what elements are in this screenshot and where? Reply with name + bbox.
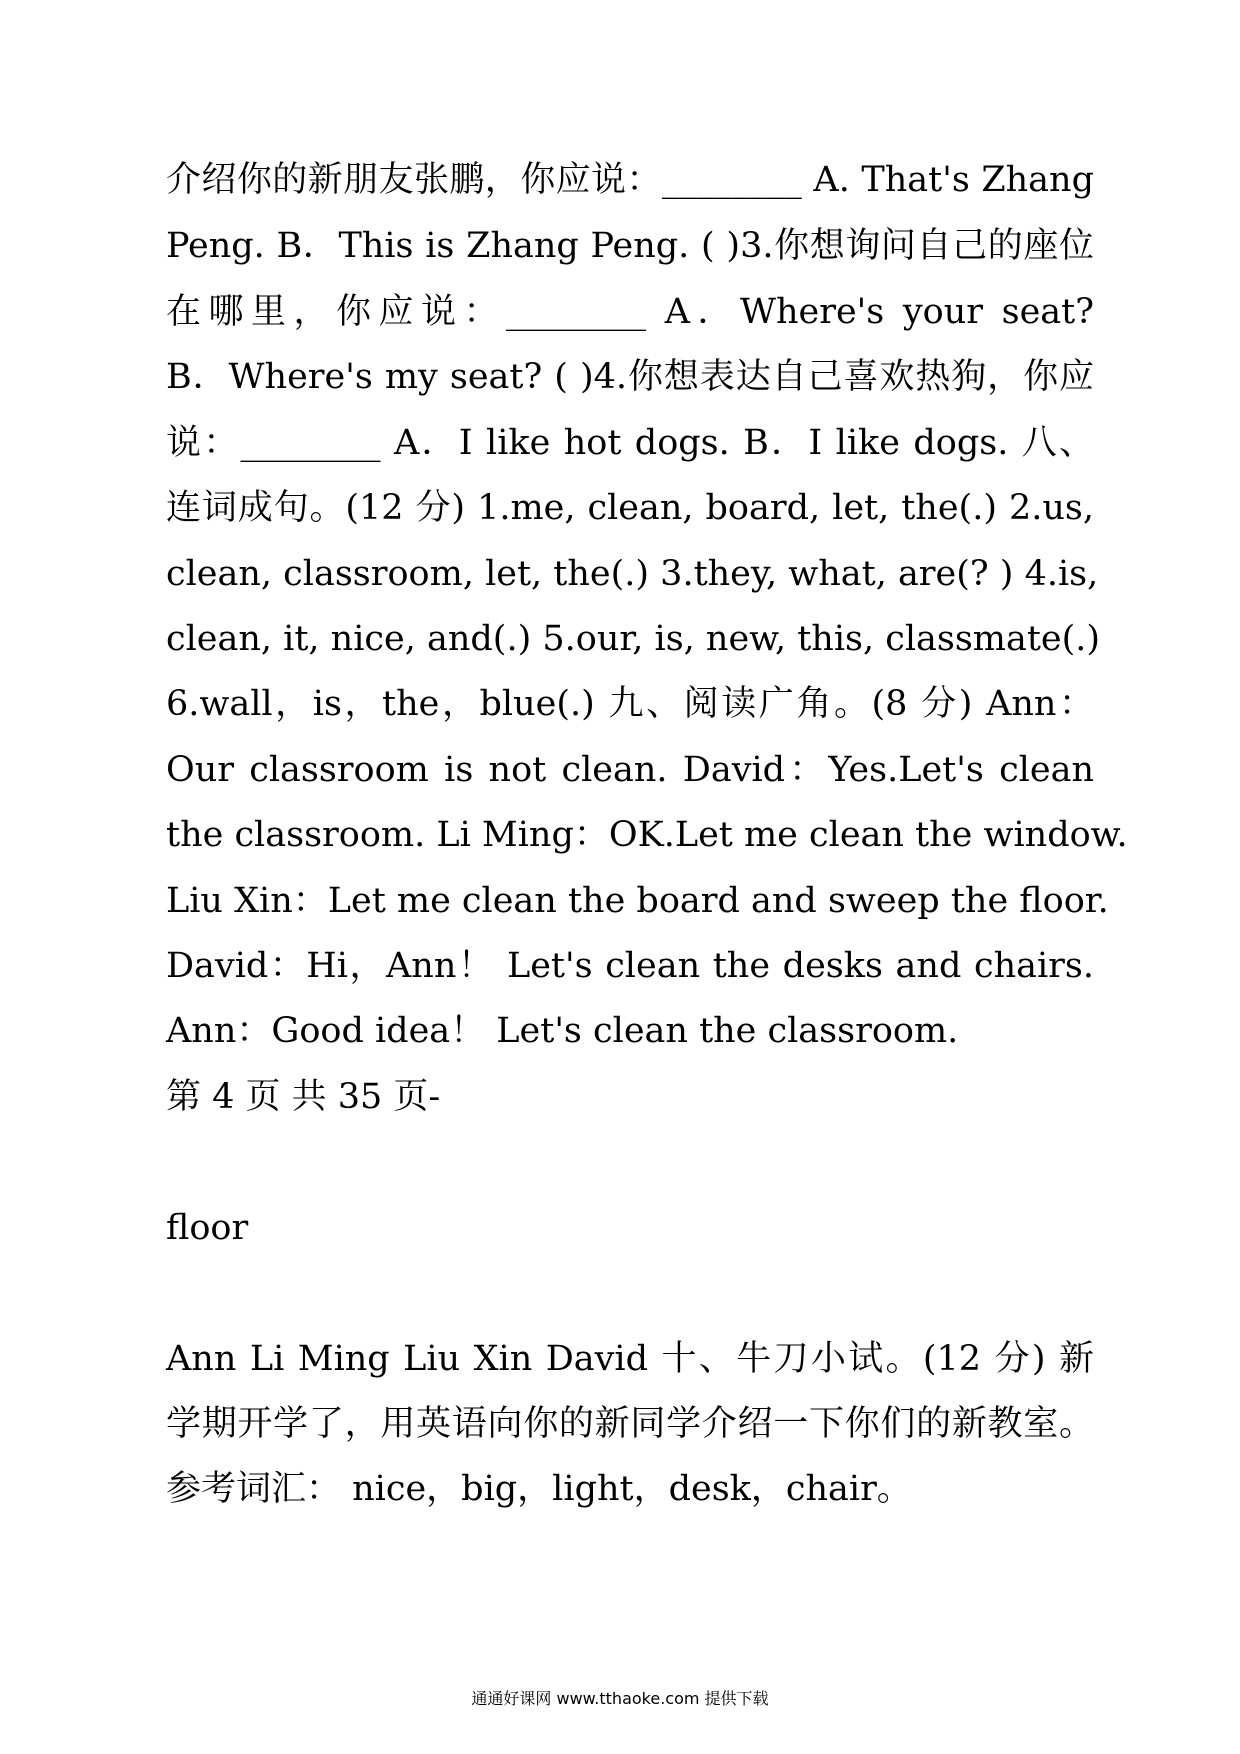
text-line: 6.wall，is，the，blue(.) 九、阅读广角。(8 分) Ann：: [166, 684, 1094, 724]
text-line: 连词成句。(12 分) 1.me, clean, board, let, the(.) 2.us,: [166, 488, 1094, 528]
text-line: clean, it, nice, and(.) 5.our, is, new, this, classmate(.): [166, 619, 1101, 659]
text-line: Peng. B．This is Zhang Peng. ( )3.你想询问自己的座位: [166, 226, 1094, 266]
footer-credit: 通通好课网 www.tthaoke.com 提供下载: [471, 1689, 769, 1708]
text-line: Liu Xin：Let me clean the board and sweep the floor.: [166, 881, 1109, 921]
text-line: David：Hi，Ann！ Let's clean the desks and chairs.: [166, 946, 1094, 986]
text-line: 介绍你的新朋友张鹏，你应说：________ A. That's Zhang: [166, 160, 1094, 200]
text-line: Ann Li Ming Liu Xin David 十、牛刀小试。(12 分) 新: [166, 1339, 1094, 1379]
floor-word: floor: [166, 1208, 249, 1248]
text-line: the classroom. Li Ming：OK.Let me clean the window.: [166, 815, 1128, 855]
text-line: 参考词汇： nice，big，light，desk，chair。: [166, 1469, 912, 1509]
page-marker: 第 4 页 共 35 页-: [166, 1077, 441, 1117]
text-line: Our classroom is not clean. David：Yes.Let's clean: [166, 750, 1094, 790]
text-line: 学期开学了，用英语向你的新同学介绍一下你们的新教室。: [166, 1404, 1094, 1444]
text-line: Ann：Good idea！ Let's clean the classroom.: [166, 1011, 959, 1051]
text-line: 在哪里，你应说：________ A．Where's your seat?: [166, 292, 1094, 332]
text-line: B．Where's my seat? ( )4.你想表达自己喜欢热狗，你应: [166, 357, 1094, 397]
text-line: clean, classroom, let, the(.) 3.they, what, are(? ) 4.is,: [166, 554, 1099, 594]
text-line: 说：________ A．I like hot dogs. B．I like dogs. 八、: [166, 423, 1094, 463]
